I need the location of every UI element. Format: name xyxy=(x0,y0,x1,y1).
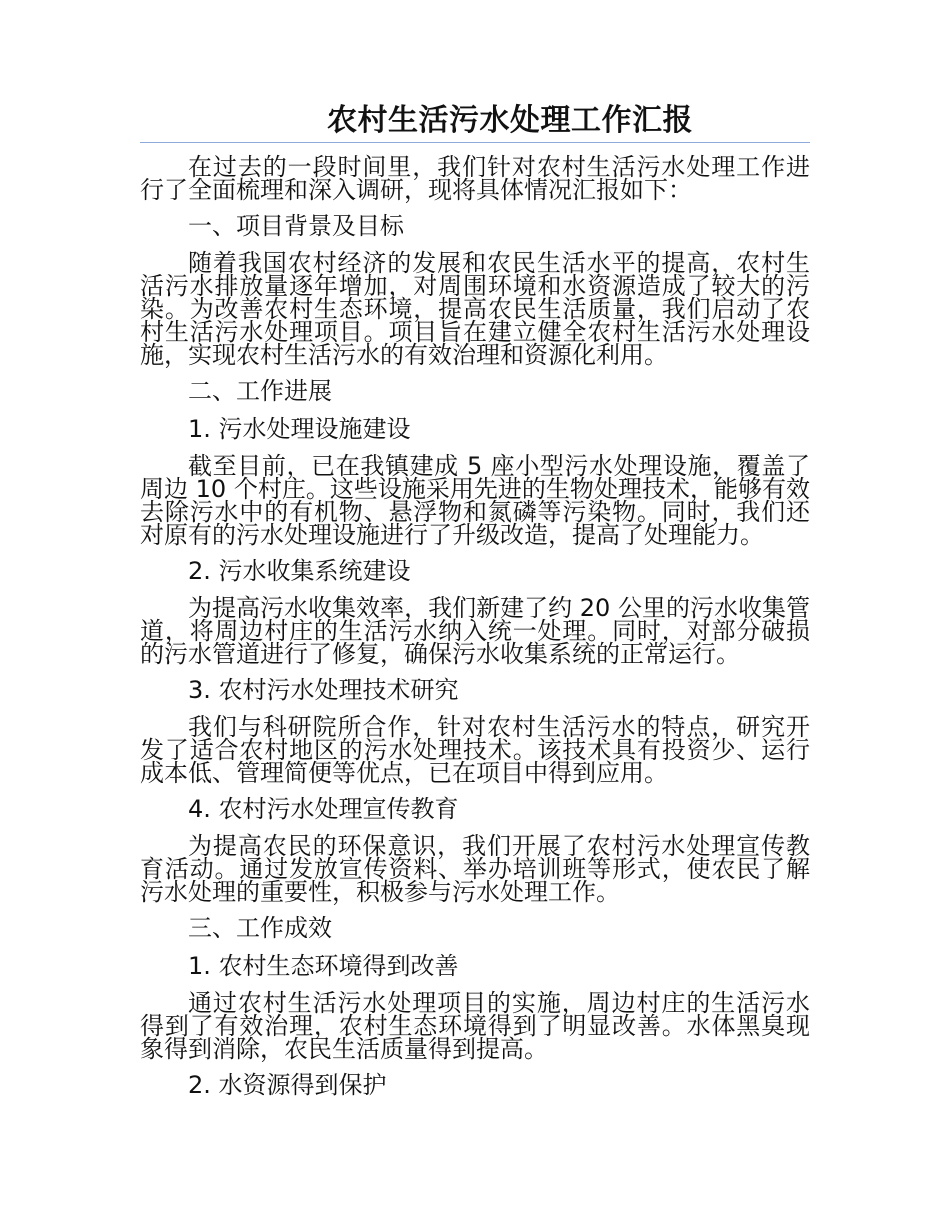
document-body xyxy=(140,153,810,1099)
subheading-ecology-improved: 1. 农村生态环境得到改善 xyxy=(188,952,459,980)
subheading-technology-research: 3. 农村污水处理技术研究 xyxy=(188,676,459,704)
publicity-education-paragraph: 为提高农民的环保意识，我们开展了农村污水处理宣传教育活动。通过发放宣传资料、举办培训班等形式，使农民了解污水处理的重要性，积极参与污水处理工作。 xyxy=(140,832,810,906)
ecology-improved-paragraph: 通过农村生活污水处理项目的实施，周边村庄的生活污水得到了有效治理，农村生态环境得到了明显改善。水体黑臭现象得到消除，农民生活质量得到提高。 xyxy=(140,989,810,1063)
subheading-publicity-education: 4. 农村污水处理宣传教育 xyxy=(188,795,459,823)
background-paragraph: 随着我国农村经济的发展和农民生活水平的提高，农村生活污水排放量逐年增加，对周围环境和水资源造成了较大的污染。为改善农村生态环境，提高农民生活质量，我们启动了农村生活污水处理项目。项目旨在建立健全农村生活污水处理设施，实现农村生活污水的有效治理和资源化利用。 xyxy=(140,249,810,369)
subheading-collection-system: 2. 污水收集系统建设 xyxy=(188,557,411,585)
section-heading-results: 三、工作成效 xyxy=(188,914,332,942)
page-title: 农村生活污水处理工作汇报 xyxy=(327,103,693,138)
technology-research-paragraph: 我们与科研院所合作，针对农村生活污水的特点，研究开发了适合农村地区的污水处理技术。该技术具有投资少、运行成本低、管理简便等优点，已在项目中得到应用。 xyxy=(140,713,810,787)
collection-system-paragraph: 为提高污水收集效率，我们新建了约 20 公里的污水收集管道，将周边村庄的生活污水纳入统一处理。同时，对部分破损的污水管道进行了修复，确保污水收集系统的正常运行。 xyxy=(140,594,810,668)
section-heading-background: 一、项目背景及目标 xyxy=(188,212,404,240)
subheading-water-protected: 2. 水资源得到保护 xyxy=(188,1071,387,1099)
facility-construction-paragraph: 截至目前，已在我镇建成 5 座小型污水处理设施，覆盖了周边 10 个村庄。这些设施采用先进的生物处理技术，能够有效去除污水中的有机物、悬浮物和氮磷等污染物。同时，我们还对原有的污水处理设施进行了升级改造，提高了处理能力。 xyxy=(140,452,810,549)
subheading-facility-construction: 1. 污水处理设施建设 xyxy=(188,415,411,443)
intro-paragraph: 在过去的一段时间里，我们针对农村生活污水处理工作进行了全面梳理和深入调研，现将具体情况汇报如下： xyxy=(140,153,810,204)
title-area xyxy=(140,100,810,143)
section-heading-progress: 二、工作进展 xyxy=(188,377,332,405)
